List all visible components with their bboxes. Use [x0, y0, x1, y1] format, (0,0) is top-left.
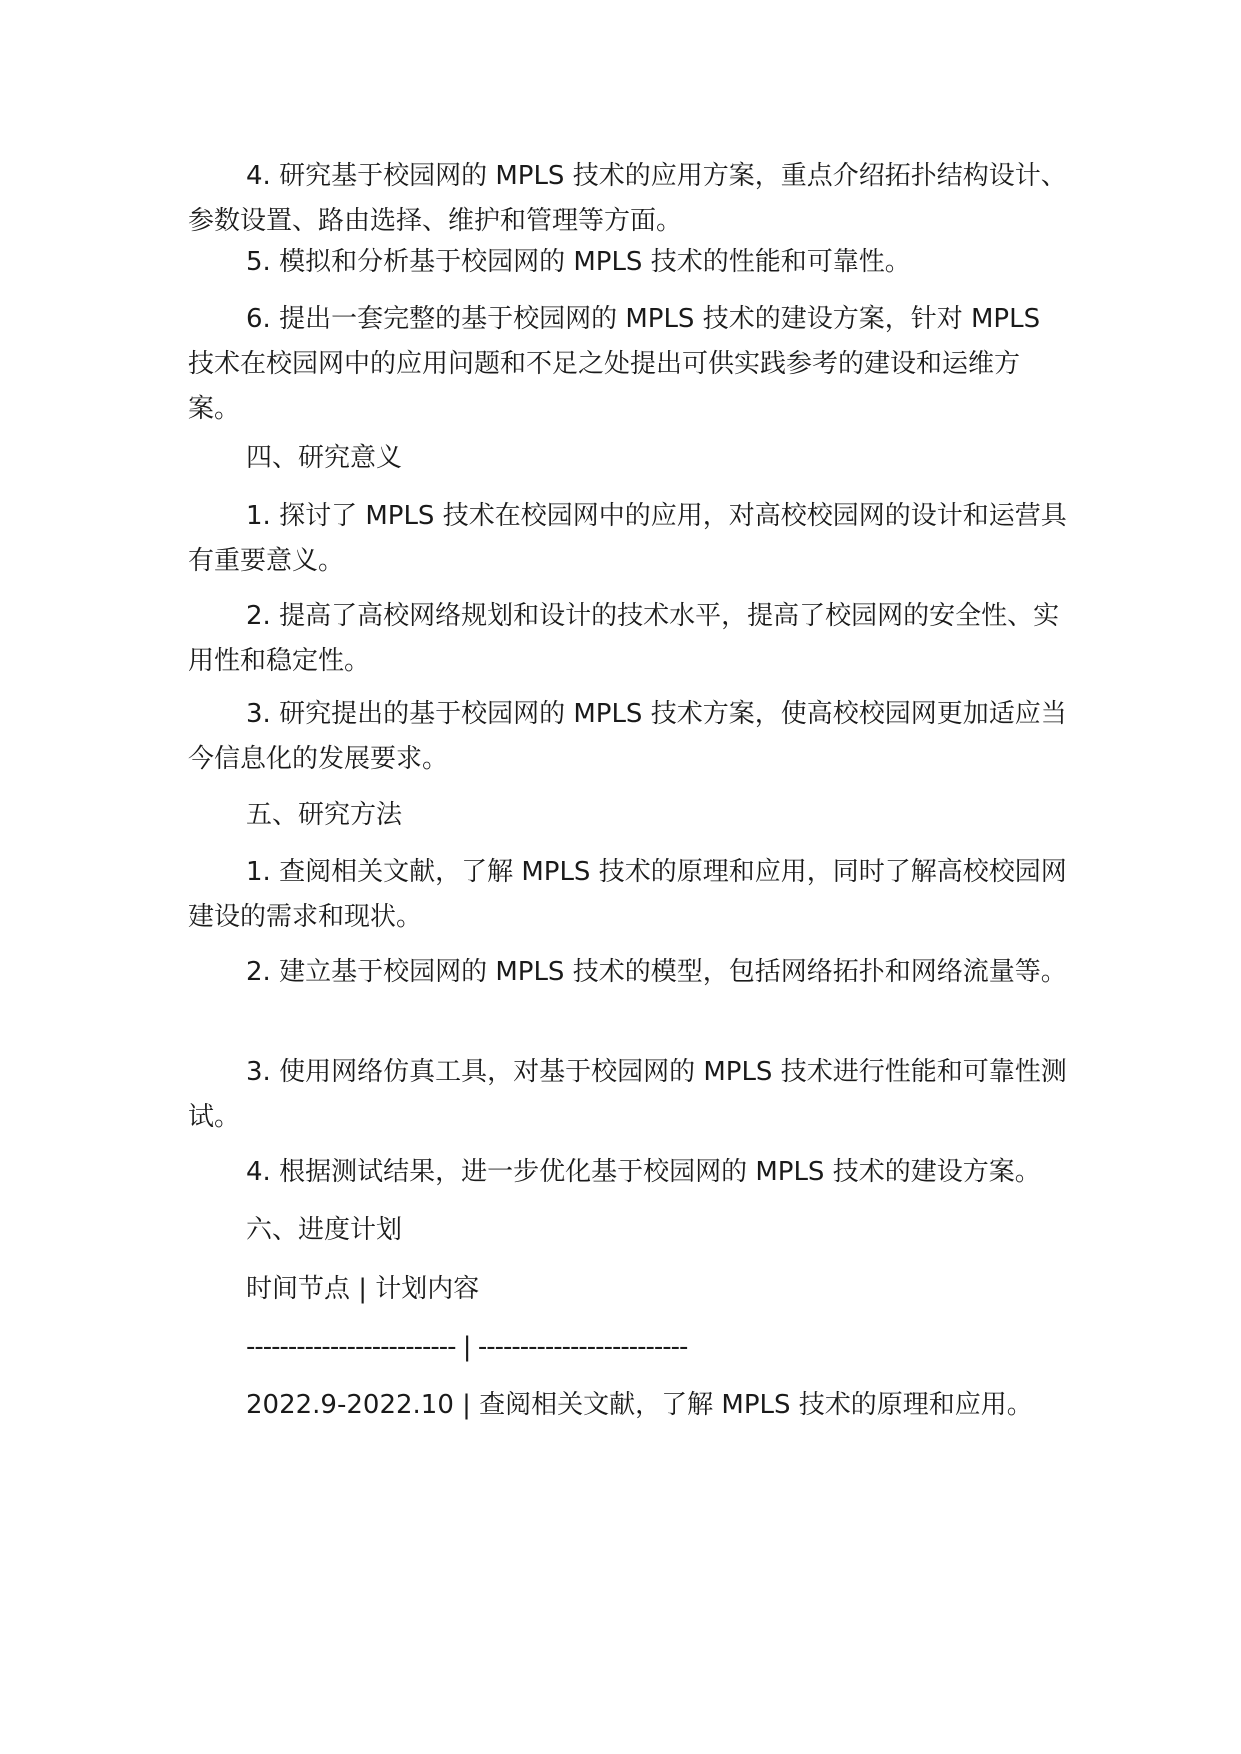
- paragraph-method-3: 3. 使用网络仿真工具，对基于校园网的 MPLS 技术进行性能和可靠性测试。: [188, 1057, 1067, 1132]
- paragraph-method-4: 4. 根据测试结果，进一步优化基于校园网的 MPLS 技术的建设方案。: [246, 1157, 1041, 1187]
- paragraph-research-content-4: 4. 研究基于校园网的 MPLS 技术的应用方案，重点介绍拓扑结构设计、参数设置、路由选择、维护和管理等方面。: [188, 161, 1067, 236]
- heading-research-significance: 四、研究意义: [246, 443, 403, 473]
- schedule-table-header: 时间节点 | 计划内容: [246, 1274, 480, 1304]
- paragraph-significance-1: 1. 探讨了 MPLS 技术在校园网中的应用，对高校校园网的设计和运营具有重要意义。: [188, 501, 1067, 576]
- schedule-table-row: 2022.9-2022.10 | 查阅相关文献，了解 MPLS 技术的原理和应用。: [246, 1390, 1033, 1420]
- paragraph-method-2: 2. 建立基于校园网的 MPLS 技术的模型，包括网络拓扑和网络流量等。: [246, 957, 1067, 987]
- paragraph-significance-2: 2. 提高了高校网络规划和设计的技术水平，提高了校园网的安全性、实用性和稳定性。: [188, 601, 1060, 676]
- paragraph-method-1: 1. 查阅相关文献，了解 MPLS 技术的原理和应用，同时了解高校校园网建设的需求和现状。: [188, 857, 1067, 932]
- schedule-table-divider: ------------------------- | -------------------------: [246, 1332, 688, 1362]
- paragraph-research-content-6: 6. 提出一套完整的基于校园网的 MPLS 技术的建设方案，针对 MPLS 技术在校园网中的应用问题和不足之处提出可供实践参考的建设和运维方案。: [188, 304, 1041, 424]
- heading-research-methods: 五、研究方法: [246, 800, 403, 830]
- paragraph-research-content-5: 5. 模拟和分析基于校园网的 MPLS 技术的性能和可靠性。: [246, 247, 911, 277]
- heading-schedule: 六、进度计划: [246, 1215, 403, 1245]
- paragraph-significance-3: 3. 研究提出的基于校园网的 MPLS 技术方案，使高校校园网更加适应当今信息化的发展要求。: [188, 699, 1067, 774]
